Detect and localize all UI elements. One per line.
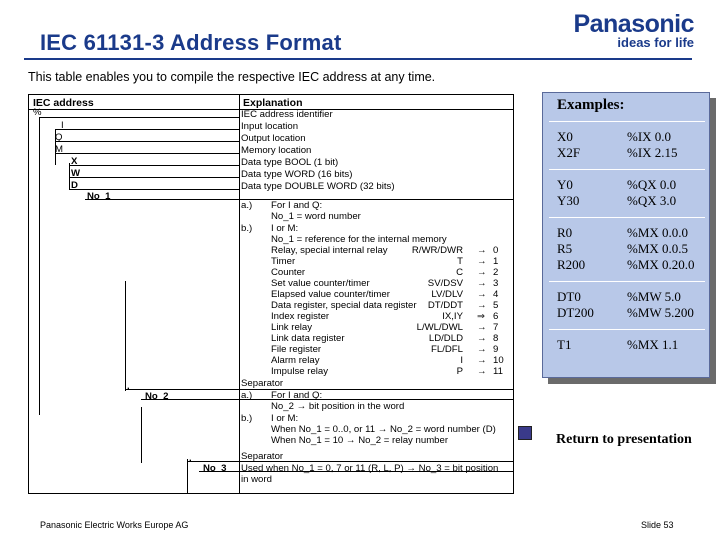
row-rule-x — [69, 165, 239, 166]
mem-key: T — [457, 256, 463, 267]
addr-no1: No_1 — [87, 191, 111, 202]
addr-no3: No_3 — [203, 463, 227, 474]
addr-m: M — [55, 144, 63, 155]
mem-key: L/WL/DWL — [416, 322, 463, 333]
page-title: IEC 61131-3 Address Format — [40, 30, 342, 55]
example-plc: R5 — [557, 241, 573, 256]
addr-q: Q — [55, 132, 63, 143]
mem-num: 4 — [493, 289, 499, 300]
example-iec: %IX 0.0 — [627, 129, 672, 144]
examples-title: Examples: — [557, 97, 625, 113]
row-rule-w — [69, 177, 239, 178]
addr-percent: % — [33, 107, 42, 118]
mem-num: 2 — [493, 267, 499, 278]
tree-line-xwd — [69, 163, 70, 189]
row-rule-i — [55, 129, 239, 130]
expl-no2-b-label: b.) — [241, 413, 253, 424]
iec-address-table — [28, 94, 514, 494]
example-plc: R200 — [557, 257, 586, 272]
addr-i: I — [61, 120, 64, 131]
mem-arrow: → — [477, 300, 487, 311]
footer-slide-number: Slide 53 — [641, 520, 674, 530]
mem-key: DT/DDT — [427, 300, 463, 311]
examples-divider — [549, 121, 705, 122]
examples-divider — [549, 169, 705, 170]
example-plc: DT200 — [557, 305, 594, 320]
mem-num: 3 — [493, 278, 499, 289]
example-iec: %MX 0.0.5 — [627, 241, 689, 256]
expl-memory: Memory location — [241, 145, 312, 156]
mem-name: Alarm relay — [271, 355, 320, 366]
examples-panel — [542, 92, 710, 378]
example-iec: %MW 5.0 — [627, 289, 681, 304]
mem-arrow: → — [477, 278, 487, 289]
expl-no2-a-line1: For I and Q: — [271, 390, 323, 401]
mem-num: 6 — [493, 311, 499, 322]
expl-no2-b-line1: I or M: — [271, 413, 299, 424]
expl-no1-a-line1: For I and Q: — [271, 200, 323, 211]
mem-name: Counter — [271, 267, 306, 278]
expl-no2-a-line2: No_2 → bit position in the word — [271, 401, 405, 412]
expl-no1-b-label: b.) — [241, 223, 253, 234]
mem-num: 1 — [493, 256, 499, 267]
addr-w: W — [71, 168, 81, 179]
column-divider — [239, 95, 240, 493]
mem-key: LV/DLV — [431, 289, 463, 300]
mem-key: P — [456, 366, 463, 377]
expl-no2-a-label: a.) — [241, 390, 253, 401]
example-plc: X2F — [557, 145, 581, 160]
examples-divider — [549, 329, 705, 330]
expl-no3-line1: Used when No_1 = 0, 7 or 11 (R, L, P) → No_3 = bit position — [241, 463, 499, 474]
mem-key: C — [456, 267, 463, 278]
mem-name: File register — [271, 344, 322, 355]
example-plc: R0 — [557, 225, 573, 240]
logo-wordmark: Panasonic — [573, 10, 694, 38]
expl-identifier: IEC address identifier — [241, 109, 333, 120]
return-to-presentation-link[interactable]: Return to presentation — [556, 432, 692, 447]
tree-line-percent — [39, 117, 40, 415]
expl-dword: Data type DOUBLE WORD (32 bits) — [241, 181, 395, 192]
intro-text: This table enables you to compile the respective IEC address at any time. — [28, 70, 436, 84]
expl-no1-a-line2: No_1 = word number — [271, 211, 361, 222]
expl-output: Output location — [241, 133, 306, 144]
mem-name: Timer — [271, 256, 296, 267]
return-button[interactable] — [518, 426, 532, 440]
col-header-address: IEC address — [33, 97, 94, 109]
title-divider — [24, 58, 692, 60]
expl-no1-b-line2: No_1 = reference for the internal memory — [271, 234, 447, 245]
tree-line-dot2 — [187, 459, 188, 493]
expl-separator-1: Separator — [241, 378, 284, 389]
expl-no2-b-line3: When No_1 = 10 → No_2 = relay number — [271, 435, 449, 446]
expl-bool: Data type BOOL (1 bit) — [241, 157, 339, 168]
expl-no2-b-line2: When No_1 = 0..0, or 11 → No_2 = word number (D) — [271, 424, 496, 435]
tree-line-no2 — [141, 407, 142, 463]
mem-key: LD/DLD — [428, 333, 463, 344]
footer-company: Panasonic Electric Works Europe AG — [40, 520, 189, 530]
mem-name: Data register, special data register — [271, 300, 417, 311]
mem-num: 0 — [493, 245, 499, 256]
expl-no1-b-line1: I or M: — [271, 223, 299, 234]
mem-name: Elapsed value counter/timer — [271, 289, 390, 300]
mem-name: Link data register — [271, 333, 345, 344]
expl-input: Input location — [241, 121, 299, 132]
mem-name: Index register — [271, 311, 330, 322]
addr-dot1: . — [127, 381, 130, 392]
example-plc: Y30 — [557, 193, 580, 208]
mem-arrow: ⇒ — [477, 311, 486, 322]
row-rule-no2 — [141, 399, 513, 400]
example-iec: %MW 5.200 — [627, 305, 694, 320]
mem-key: IX,IY — [442, 311, 463, 322]
mem-arrow: → — [477, 366, 487, 377]
expl-no1-a-label: a.) — [241, 200, 253, 211]
mem-key: R/WR/DWR — [411, 245, 463, 256]
mem-name: Set value counter/timer — [271, 278, 370, 289]
expl-separator-2: Separator — [241, 451, 284, 462]
addr-dot2: . — [189, 453, 192, 464]
example-iec: %QX 3.0 — [627, 193, 677, 208]
expl-word: Data type WORD (16 bits) — [241, 169, 353, 180]
mem-arrow: → — [477, 344, 487, 355]
mem-name: Impulse relay — [271, 366, 329, 377]
row-rule-d — [69, 189, 239, 190]
mem-arrow: → — [477, 333, 487, 344]
panasonic-logo — [573, 10, 694, 50]
mem-arrow: → — [477, 256, 487, 267]
mem-num: 9 — [493, 344, 499, 355]
mem-key: SV/DSV — [427, 278, 463, 289]
mem-key: FL/DFL — [431, 344, 463, 355]
col-header-explanation: Explanation — [243, 97, 303, 109]
example-plc: T1 — [557, 337, 572, 352]
logo-tagline: ideas for life — [617, 35, 694, 50]
row-rule-percent — [39, 117, 239, 118]
examples-divider — [549, 217, 705, 218]
mem-num: 7 — [493, 322, 499, 333]
expl-no3-line2: in word — [241, 474, 272, 485]
example-iec: %MX 0.0.0 — [627, 225, 689, 240]
row-rule-dot2 — [187, 461, 513, 462]
mem-name: Link relay — [271, 322, 313, 333]
mem-num: 11 — [493, 366, 503, 377]
example-plc: Y0 — [557, 177, 573, 192]
examples-divider — [549, 281, 705, 282]
example-iec: %IX 2.15 — [627, 145, 678, 160]
example-plc: X0 — [557, 129, 573, 144]
mem-arrow: → — [477, 245, 487, 256]
mem-num: 5 — [493, 300, 499, 311]
example-iec: %MX 0.20.0 — [627, 257, 695, 272]
mem-num: 10 — [493, 355, 504, 366]
mem-name: Relay, special internal relay — [271, 245, 388, 256]
mem-arrow: → — [477, 355, 487, 366]
example-iec: %QX 0.0 — [627, 177, 677, 192]
tree-line-dot1 — [125, 281, 126, 391]
row-rule-m — [55, 153, 239, 154]
example-iec: %MX 1.1 — [627, 337, 679, 352]
row-rule-q — [55, 141, 239, 142]
addr-no2: No_2 — [145, 391, 169, 402]
mem-arrow: → — [477, 322, 487, 333]
addr-d: D — [71, 180, 78, 191]
mem-key: I — [460, 355, 463, 366]
mem-arrow: → — [477, 267, 487, 278]
mem-arrow: → — [477, 289, 487, 300]
mem-num: 8 — [493, 333, 499, 344]
example-plc: DT0 — [557, 289, 581, 304]
addr-x: X — [71, 156, 78, 167]
